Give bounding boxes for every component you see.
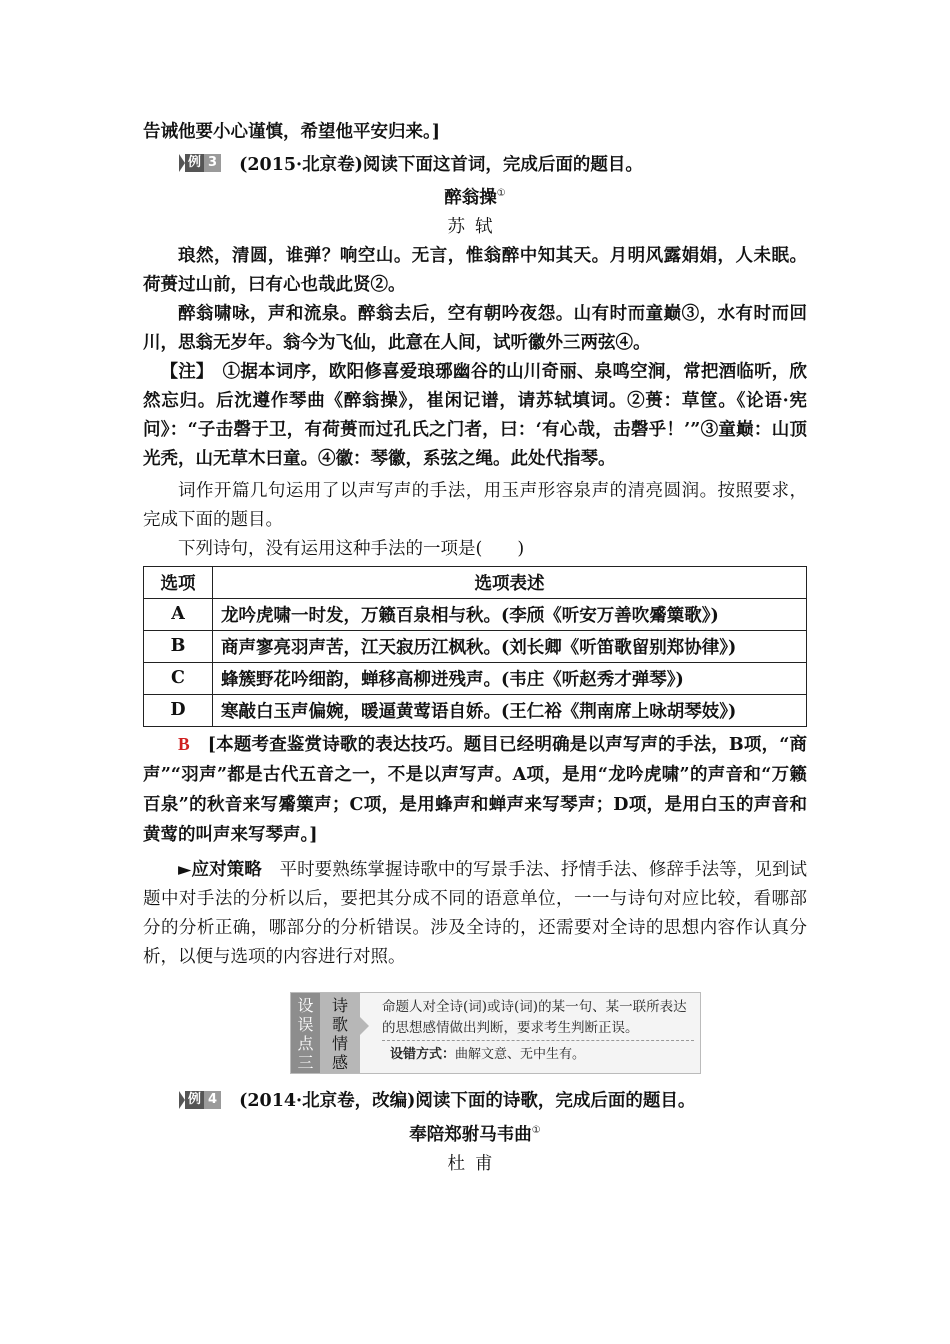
notes-text: ①据本词序，欧阳修喜爱琅琊幽谷的山川奇丽、泉鸣空涧，常把酒临听，欣然忘归。后沈遵作琴曲《醉翁操》，崔闲记谱，请苏轼填词。②蒉：草筐。《论语·宪问》：“子击磬于卫，有荷蒉而过孔氏之门者，曰：‘有心哉，击磬乎！’”③童巅：山顶光秃，山无草木曰童。④徽：琴徽，系弦之绳。此处代指琴。 [143, 361, 808, 469]
options-table [143, 566, 807, 727]
poem-author: 苏轼 [447, 216, 503, 237]
option-letter: A [144, 598, 213, 630]
pointer-icon [360, 1017, 369, 1035]
table-header-row [144, 566, 807, 598]
table-row [144, 694, 807, 726]
option-text: 蜂簇野花吟细韵，蝉移高柳迸残声。(韦庄《听赵秀才弹琴》) [213, 662, 807, 694]
divider [382, 1040, 694, 1041]
example-3-instruction: (2015·北京卷)阅读下面这首词，完成后面的题目。 [239, 154, 643, 175]
poem-stanza-1: 琅然，清圆，谁弹？响空山。无言，惟翁醉中知其天。月明风露娟娟，人未眠。荷蒉过山前，曰有心也哉此贤②。 [143, 245, 807, 295]
error-point-box [290, 992, 701, 1074]
footnote-mark: ① [496, 188, 506, 199]
table-row [144, 630, 807, 662]
example-badge [179, 153, 221, 173]
option-text: 商声寥亮羽声苦，江天寂历江枫秋。(刘长卿《听笛歌留别郑协律》) [213, 630, 807, 662]
poem-stanza-2: 醉翁啸咏，声和流泉。醉翁去后，空有朝吟夜怨。山有时而童巅③，水有时而回川，思翁无岁年。翁今为飞仙，此意在人间，试听徽外三两弦④。 [143, 303, 807, 353]
col-header-text: 选项表述 [213, 566, 807, 598]
example-number: 3 [204, 154, 221, 172]
example-4-instruction: (2014·北京卷，改编)阅读下面的诗歌，完成后面的题目。 [239, 1091, 696, 1112]
col-header-option: 选项 [144, 566, 213, 598]
notes-label: 【注】 [160, 361, 205, 382]
strategy-paragraph [143, 856, 807, 972]
poem-notes [143, 358, 807, 474]
example-label: 例 [185, 154, 204, 172]
poem-title: 醉翁操① [444, 187, 506, 208]
box-error-way: 设错方式：曲解文意、无中生有。 [390, 1046, 586, 1062]
poem-title: 奉陪郑驸马韦曲① [409, 1124, 541, 1145]
example-label: 例 [185, 1091, 204, 1109]
answer-letter: B [178, 733, 190, 754]
box-category: 设误点三 [291, 993, 320, 1073]
continued-line: 告诫他要小心谨慎，希望他平安归来。] [143, 122, 441, 142]
strategy-label: ►应对策略 [178, 859, 262, 880]
table-row [144, 598, 807, 630]
box-description [369, 993, 700, 1073]
answer-explanation [143, 729, 807, 850]
option-text: 龙吟虎啸一时发，万籁百泉相与秋。(李颀《听安万善吹觱篥歌》) [213, 598, 807, 630]
question-text: 下列诗句，没有运用这种手法的一项是( ) [178, 538, 525, 559]
strategy-text: 平时要熟练掌握诗歌中的写景手法、抒情手法、修辞手法等，见到试题中对手法的分析以后，要把其分成不同的语意单位，一一与诗句对应比较，看哪部分的分析正确，哪部分的分析错误。涉及全诗的，还需要对全诗的思想内容作认真分析，以便与选项的内容进行对照。 [143, 859, 808, 967]
poem-author: 杜甫 [447, 1153, 503, 1174]
answer-text: [本题考查鉴赏诗歌的表达技巧。题目已经明确是以声写声的手法，B项，“商声”“羽声”都是古代五音之一，不是以声写声。A项，是用“龙吟虎啸”的声音和“万籁百泉”的秋音来写觱篥声；C项，是用蜂声和蝉声来写琴声；D项，是用白玉的声音和黄莺的叫声来写琴声。] [143, 734, 807, 845]
table-row [144, 662, 807, 694]
footnote-mark: ① [531, 1124, 541, 1136]
option-letter: D [144, 694, 213, 726]
example-3-header [179, 147, 807, 179]
example-number: 4 [204, 1091, 221, 1109]
page-content [143, 118, 807, 1179]
example-4-header [179, 1084, 807, 1116]
box-desc-text: 命题人对全诗(词)或诗(词)的某一句、某一联所表达的思想感情做出判断，要求考生判断正误。 [382, 998, 687, 1036]
option-letter: B [144, 630, 213, 662]
option-text: 寒敲白玉声偏婉，暖逼黄莺语自娇。(王仁裕《荆南席上咏胡琴妓》) [213, 694, 807, 726]
question-intro: 词作开篇几句运用了以声写声的手法，用玉声形容泉声的清亮圆润。按照要求，完成下面的题目。 [143, 480, 807, 530]
example-badge [179, 1090, 221, 1110]
box-topic: 诗歌情感 [320, 993, 360, 1073]
option-letter: C [144, 662, 213, 694]
